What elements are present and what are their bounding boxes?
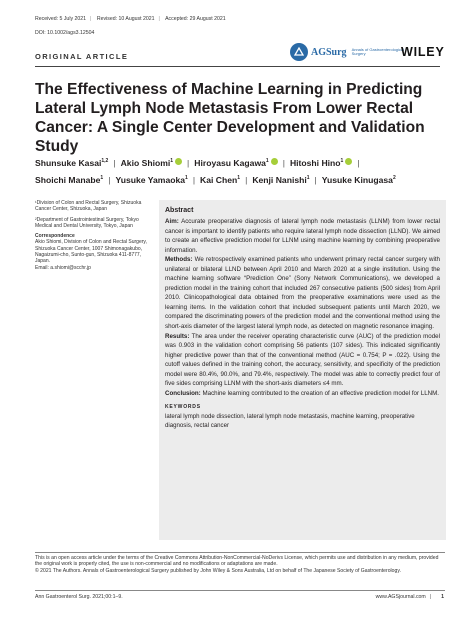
- author-separator: |: [187, 157, 190, 168]
- author-affiliation-marker: 1,2: [101, 158, 109, 164]
- author-separator: |: [245, 174, 248, 185]
- author-affiliation-marker: 1: [185, 174, 188, 181]
- header-divider: [35, 66, 440, 67]
- publisher-logo[interactable]: WILEY: [401, 45, 445, 59]
- affiliations: [35, 200, 155, 275]
- correspondence-email[interactable]: Email: a.shiomi@scchr.jp: [35, 264, 91, 271]
- license-text: This is an open access article under the terms of the Creative Commons Attribution-NonCommercial-NoDerivs License, which permits use and distribution in any medium, provided the original work is properly cited, the use is non-commercial and no modifications or adaptations are made.: [35, 555, 439, 568]
- author-name[interactable]: Kai Chen: [200, 174, 238, 185]
- abstract-body: [165, 217, 440, 398]
- author-affiliation-marker: 1: [340, 158, 344, 164]
- author-affiliation-marker: 2: [392, 174, 396, 181]
- author-name[interactable]: Shunsuke Kasai: [35, 157, 102, 168]
- article-dates: Received: 5 July 2021 | Revised: 10 August 2021 | Accepted: 29 August 2021: [35, 16, 226, 22]
- author-separator: |: [282, 157, 285, 168]
- author-affiliation-marker: 1: [306, 174, 310, 181]
- keywords-heading: KEYWORDS: [165, 404, 201, 411]
- aim-label: Aim:: [165, 218, 179, 225]
- author-name[interactable]: Yusuke Kinugasa: [321, 174, 393, 185]
- correspondence-address: Akio Shiomi, Division of Colon and Rectal Surgery, Shizuoka Cancer Center, 1007 Shimonagakubo, Nagaizumi-cho, Sunto-gun, Shizuoka 411-8777, Japan.: [35, 239, 147, 265]
- footer-right: www.AGSjournal.com | 1: [375, 594, 444, 600]
- author-affiliation-marker: 1: [100, 174, 104, 181]
- author-separator: |: [113, 157, 116, 168]
- conclusion-text: Machine learning contributed to the creation of an effective prediction model for LLNM.: [202, 389, 440, 397]
- footer-divider: [35, 590, 445, 591]
- journal-logo-icon: [290, 43, 308, 61]
- author-separator: |: [314, 174, 317, 185]
- author-name[interactable]: Shoichi Manabe: [35, 174, 101, 185]
- abstract-box: [159, 200, 446, 540]
- orcid-icon[interactable]: [271, 158, 278, 165]
- journal-logo-subtitle: Annals of Gastroenterological Surgery: [351, 46, 405, 56]
- author-name[interactable]: Hitoshi Hino: [289, 157, 341, 168]
- orcid-icon[interactable]: [175, 158, 182, 165]
- author-separator: |: [357, 157, 360, 168]
- author-affiliation-marker: 1: [170, 158, 174, 164]
- revised-date: Revised: 10 August 2021: [96, 16, 155, 22]
- copyright-text: © 2021 The Authors. Annals of Gastroenterological Surgery published by John Wiley & Sons Australia, Ltd on behalf of The Japanese Society of Gastroenterology.: [35, 567, 401, 574]
- aim-text: Accurate preoperative diagnosis of lateral lymph node metastasis (LLNM) from lower rectal cancer is important to identify patients who require lateral lymph node dissection (LLND). We aimed to create an effective prediction model for LLNM using machine learning by combining preoperative information.: [165, 218, 440, 254]
- author-name[interactable]: Yusuke Yamaoka: [115, 174, 186, 185]
- doi[interactable]: DOI: 10.1002/ags3.12504: [35, 30, 95, 36]
- journal-url[interactable]: www.AGSjournal.com: [375, 594, 426, 600]
- keywords-list: lateral lymph node dissection, lateral lymph node metastasis, machine learning, preoperative diagnosis, rectal cancer: [165, 413, 415, 430]
- author-affiliation-marker: 1: [237, 174, 241, 181]
- article-title: The Effectiveness of Machine Learning in Predicting Lateral Lymph Node Metastasis From Lower Rectal Cancer: A Single Center Development and Validation Study: [35, 81, 425, 155]
- results-text: The area under the receiver operating characteristic curve (AUC) of the prediction model was 0.903 in the validation cohort comprising 56 patients (107 sides). This indicated significantly higher predictive power than that of the conventional method (AUC = 0.754; P = .022). Using the cutoff values defined in the training cohort, the accuracy, sensitivity, and specificity of the prediction model were 80.4%, 90.0%, and 79.4%, respectively. The model was able to correctly predict four of five sides comprising LLNM with the short-axis diameters ≤4 mm.: [165, 332, 440, 388]
- methods-label: Methods:: [165, 256, 193, 264]
- journal-logo-text: AGSurg: [311, 46, 347, 58]
- author-separator: |: [192, 174, 196, 185]
- methods-text: We retrospectively examined patients who underwent primary rectal cancer surgery with unilateral or bilateral LLND between April 2010 and March 2020 at a single institution. Using the machine learning software “Prediction One” (Sony Network Communications), we developed a prediction model in the training cohort that included 267 consecutive patients (500 sides) from April 2010. Clinicopathological data obtained from the preoperative examinations were used as the learning items. In the validation cohort that included subsequent patients until March 2020, we compared the discriminating powers of the prediction model and the conventional method using the short-axis diameter of the largest lateral lymph node, as detected on magnetic resonance imaging.: [165, 256, 440, 331]
- author-affiliation-marker: 1: [265, 158, 269, 164]
- author-name[interactable]: Kenji Nanishi: [252, 174, 307, 185]
- author-name[interactable]: Hiroyasu Kagawa: [194, 157, 266, 168]
- license-divider: [35, 552, 445, 553]
- abstract-heading: Abstract: [165, 207, 194, 214]
- conclusion-label: Conclusion:: [165, 389, 201, 397]
- author-list: [35, 154, 455, 188]
- results-label: Results:: [165, 332, 190, 340]
- article-type: ORIGINAL ARTICLE: [35, 52, 129, 61]
- affiliation-2: ²Department of Gastrointestinal Surgery, Tokyo Medical and Dental University, Tokyo, Japan: [35, 216, 139, 229]
- author-name[interactable]: Akio Shiomi: [120, 157, 171, 168]
- accepted-date: Accepted: 29 August 2021: [165, 16, 226, 22]
- correspondence-heading: Correspondence: [35, 233, 75, 240]
- received-date: Received: 5 July 2021: [35, 16, 87, 22]
- affiliation-1: ¹Division of Colon and Rectal Surgery, Shizuoka Cancer Center, Shizuoka, Japan: [35, 200, 142, 213]
- page-number: 1: [441, 594, 444, 600]
- orcid-icon[interactable]: [345, 158, 352, 165]
- journal-logo[interactable]: [290, 43, 407, 61]
- license-notice: [35, 555, 445, 574]
- author-separator: |: [108, 174, 111, 185]
- footer-citation: Ann Gastroenterol Surg. 2021;00:1–9.: [35, 594, 123, 600]
